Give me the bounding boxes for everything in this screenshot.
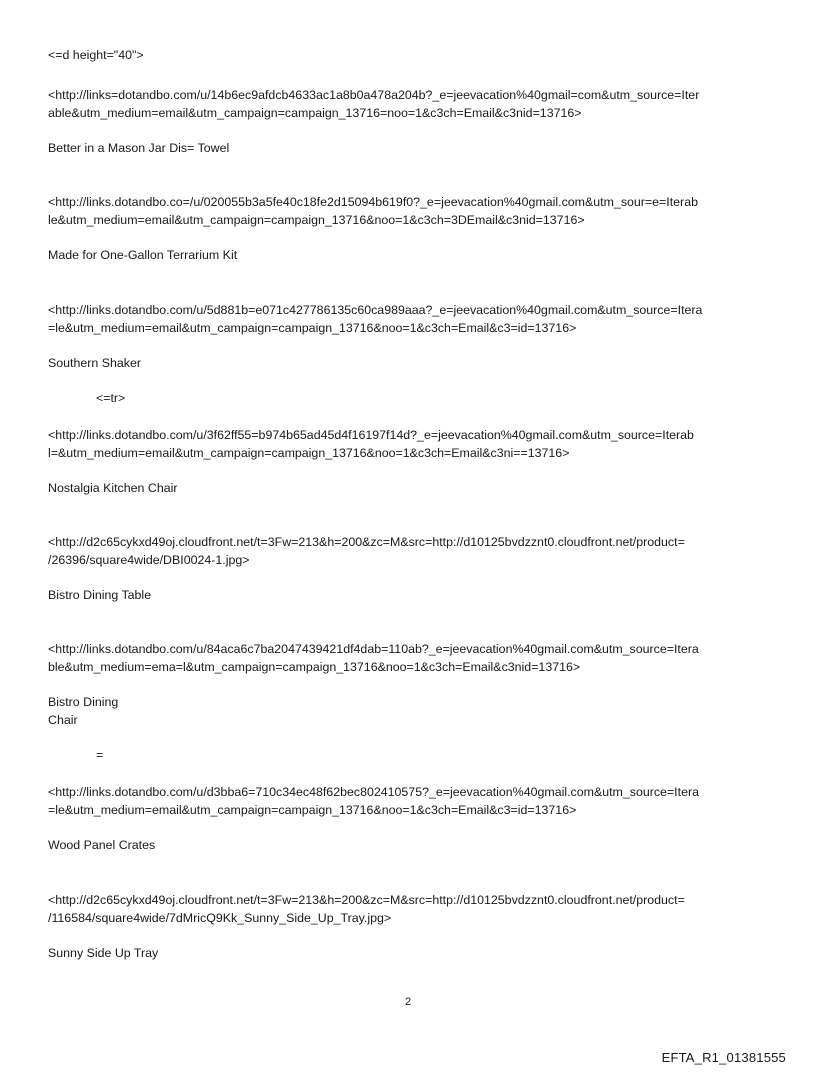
product-name: Made for One-Gallon Terrarium Kit bbox=[48, 248, 238, 262]
url-text: /26396/square4wide/DBI0024-1.jpg> bbox=[48, 553, 250, 567]
url-text: =le&utm_medium=email&utm_campaign=campaign_13716&noo=1&c3ch=Email&c3=id=13716> bbox=[48, 321, 577, 335]
url-text: /116584/square4wide/7dMricQ9Kk_Sunny_Side_Up_Tray.jpg> bbox=[48, 911, 392, 925]
url-text: <http://links.dotandbo.com/u/84aca6c7ba2047439421df4dab=110ab?_e=jeevacation%40gmail.com&utm_source=Itera bbox=[48, 642, 699, 656]
url-text: able&utm_medium=email&utm_campaign=campaign_13716=noo=1&c3ch=Email&c3nid=13716> bbox=[48, 106, 582, 120]
url-text: <http://d2c65cykxd49oj.cloudfront.net/t=3Fw=213&h=200&zc=M&src=http://d10125bvdzznt0.cloudfront.net/product= bbox=[48, 535, 685, 549]
product-name: Chair bbox=[48, 713, 78, 727]
product-name: Better in a Mason Jar Dis= Towel bbox=[48, 141, 230, 155]
url-text: <http://links.dotandbo.com/u/3f62ff55=b974b65ad45d4f16197f14d?_e=jeevacation%40gmail.com&utm_source=Iterab bbox=[48, 428, 694, 442]
product-name: Bistro Dining Table bbox=[48, 588, 152, 602]
url-text: le&utm_medium=email&utm_campaign=campaign_13716&noo=1&c3ch=3DEmail&c3nid=13716> bbox=[48, 213, 585, 227]
url-text: <http://links.dotandbo.com/u/5d881b=e071c427786135c60ca989aaa?_e=jeevacation%40gmail.com&utm_source=Itera bbox=[48, 303, 703, 317]
page-number: 2 bbox=[404, 996, 412, 1008]
html-fragment-text: = bbox=[96, 748, 104, 762]
url-text: <http://links=dotandbo.com/u/14b6ec9afdcb4633ac1a8b0a478a204b?_e=jeevacation%40gmail=com&utm_source=Iter bbox=[48, 88, 700, 102]
bates-number: EFTA_R1_01381555 bbox=[661, 1050, 786, 1065]
product-name: Southern Shaker bbox=[48, 356, 141, 370]
url-text: l=&utm_medium=email&utm_campaign=campaign_13716&noo=1&c3ch=Email&c3ni==13716> bbox=[48, 446, 570, 460]
product-name: Wood Panel Crates bbox=[48, 838, 156, 852]
product-name: Nostalgia Kitchen Chair bbox=[48, 481, 178, 495]
product-name: Bistro Dining bbox=[48, 695, 119, 709]
html-fragment-text: <=tr> bbox=[96, 391, 126, 405]
url-text: <http://links.dotandbo.com/u/d3bba6=710c34ec48f62bec802410575?_e=jeevacation%40gmail.com&utm_source=Itera bbox=[48, 785, 699, 799]
url-text: ble&utm_medium=ema=l&utm_campaign=campaign_13716&noo=1&c3ch=Email&c3nid=13716> bbox=[48, 660, 581, 674]
url-text: =le&utm_medium=email&utm_campaign=campaign_13716&noo=1&c3ch=Email&c3=id=13716> bbox=[48, 803, 577, 817]
product-name: Sunny Side Up Tray bbox=[48, 946, 159, 960]
html-fragment-text: <=d height="40"> bbox=[48, 48, 144, 62]
url-text: <http://d2c65cykxd49oj.cloudfront.net/t=3Fw=213&h=200&zc=M&src=http://d10125bvdzznt0.cloudfront.net/product= bbox=[48, 893, 685, 907]
url-text: <http://links.dotandbo.co=/u/020055b3a5fe40c18fe2d15094b619f0?_e=jeevacation%40gmail.com&utm_sour=e=Iterab bbox=[48, 195, 698, 209]
